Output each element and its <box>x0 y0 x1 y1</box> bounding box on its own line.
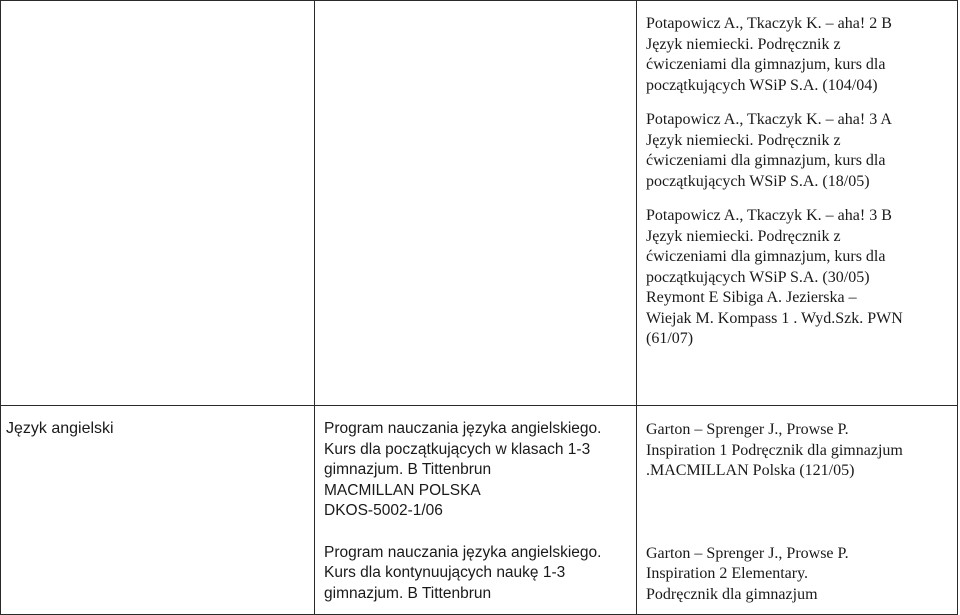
textbook-line: (61/07) <box>646 330 694 347</box>
textbook-line: Potapowicz A., Tkaczyk K. – aha! 3 A <box>646 111 892 128</box>
textbook-line: Potapowicz A., Tkaczyk K. – aha! 2 B <box>646 15 892 32</box>
textbook-line: Wiejak M. Kompass 1 . Wyd.Szk. PWN <box>646 309 903 327</box>
textbook-entry <box>646 110 957 192</box>
program-cell <box>315 1 637 406</box>
program-list <box>315 406 636 604</box>
program-entry <box>324 543 636 605</box>
textbook-line: Język niemiecki. Podręcznik z <box>646 131 841 149</box>
textbook-list <box>637 406 957 605</box>
subject-label <box>1 1 314 14</box>
textbook-line: Język niemiecki. Podręcznik z <box>646 35 841 53</box>
textbook-line: początkujących WSiP S.A. (18/05) <box>646 172 870 190</box>
program-line: Kurs dla początkujących w klasach 1-3 <box>324 440 591 458</box>
textbook-list <box>637 1 957 350</box>
textbook-line: ćwiczeniami dla gimnazjum, kurs dla <box>646 152 886 169</box>
program-line: gimnazjum. B Tittenbrun <box>324 584 492 602</box>
program-line: Program nauczania języka angielskiego. <box>324 420 602 437</box>
program-line: Program nauczania języka angielskiego. <box>324 543 602 561</box>
textbook-line: .MACMILLAN Polska (121/05) <box>646 462 855 479</box>
textbook-line: Garton – Sprenger J., Prowse P. <box>646 544 849 562</box>
program-line: MACMILLAN POLSKA <box>324 481 481 499</box>
textbook-entry <box>646 206 957 350</box>
textbook-line: Garton – Sprenger J., Prowse P. <box>646 421 849 438</box>
textbook-line: Język niemiecki. Podręcznik z <box>646 227 841 245</box>
textbook-cell <box>637 1 958 406</box>
textbook-line: Podręcznik dla gimnazjum <box>646 585 818 603</box>
table-row <box>1 406 958 615</box>
program-line: Kurs dla kontynuujących naukę 1-3 <box>324 564 566 581</box>
program-entry <box>324 419 636 522</box>
textbook-entry <box>646 14 957 96</box>
textbook-line: początkujących WSiP S.A. (104/04) <box>646 76 878 94</box>
program-line: DKOS-5002-1/06 <box>324 502 443 519</box>
program-line: gimnazjum. B Tittenbrun <box>324 461 492 478</box>
textbook-line: Inspiration 1 Podręcznik dla gimnazjum <box>646 441 903 459</box>
textbook-line: Inspiration 2 Elementary. <box>646 565 809 582</box>
textbook-line: Potapowicz A., Tkaczyk K. – aha! 3 B <box>646 207 892 224</box>
subject-label: Język angielski <box>6 420 114 437</box>
textbook-entry <box>646 420 957 482</box>
textbook-cell <box>637 406 958 615</box>
program-cell <box>315 406 637 615</box>
subject-cell <box>1 1 315 406</box>
subject-cell <box>1 406 315 615</box>
textbook-line: ćwiczeniami dla gimnazjum, kurs dla <box>646 56 886 73</box>
textbook-line: ćwiczeniami dla gimnazjum, kurs dla <box>646 248 886 265</box>
textbook-entry <box>646 544 957 606</box>
textbook-line: Reymont E Sibiga A. Jezierska – <box>646 289 857 306</box>
textbook-line: początkujących WSiP S.A. (30/05) <box>646 268 870 286</box>
table-row <box>1 1 958 406</box>
